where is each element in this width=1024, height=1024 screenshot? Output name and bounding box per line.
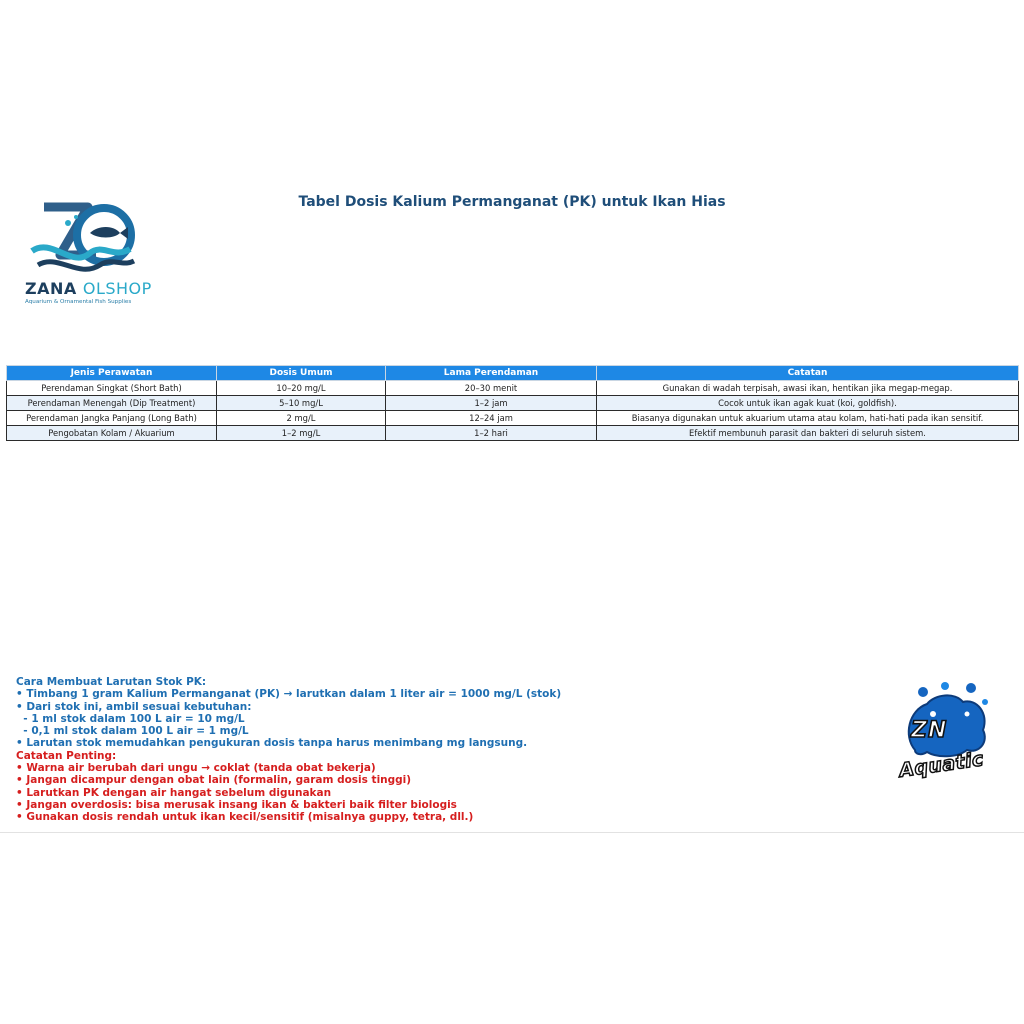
table-cell: 1–2 mg/L — [217, 426, 386, 441]
table-cell: Gunakan di wadah terpisah, awasi ikan, hentikan jika megap-megap. — [597, 381, 1019, 396]
stock-line: • Timbang 1 gram Kalium Permanganat (PK) → larutkan dalam 1 liter air = 1000 mg/L (stok) — [16, 688, 562, 701]
notes-section — [16, 676, 561, 824]
column-header: Jenis Perawatan — [7, 366, 217, 381]
important-line: • Larutkan PK dengan air hangat sebelum digunakan — [16, 786, 332, 799]
table-row — [7, 426, 1019, 441]
column-header: Catatan — [597, 366, 1019, 381]
brand-tagline: Aquarium & Ornamental Fish Supplies — [25, 299, 132, 305]
important-line: • Gunakan dosis rendah untuk ikan kecil/sensitif (misalnya guppy, tetra, dll.) — [16, 811, 474, 824]
aquatic-wordmark: Aquatic — [897, 748, 986, 782]
table-cell: 12–24 jam — [386, 411, 597, 426]
column-header: Dosis Umum — [217, 366, 386, 381]
bottom-divider — [0, 832, 1024, 833]
table-cell: Efektif membunuh parasit dan bakteri di seluruh sistem. — [597, 426, 1019, 441]
stock-line: - 0,1 ml stok dalam 100 L air = 1 mg/L — [16, 725, 249, 738]
table-cell: 10–20 mg/L — [217, 381, 386, 396]
table-cell: 20–30 menit — [386, 381, 597, 396]
table-row — [7, 381, 1019, 396]
table-cell: Pengobatan Kolam / Akuarium — [7, 426, 217, 441]
table-cell: 1–2 jam — [386, 396, 597, 411]
dosage-table — [6, 365, 1019, 441]
important-line: • Jangan dicampur dengan obat lain (formalin, garam dosis tinggi) — [16, 774, 412, 787]
important-line: • Warna air berubah dari ungu → coklat (tanda obat bekerja) — [16, 762, 376, 775]
stock-line: • Larutan stok memudahkan pengukuran dosis tanpa harus menimbang mg langsung. — [16, 737, 528, 750]
table-cell: Perendaman Singkat (Short Bath) — [7, 381, 217, 396]
table-row — [7, 396, 1019, 411]
important-line: • Jangan overdosis: bisa merusak insang ikan & bakteri baik filter biologis — [16, 798, 457, 811]
table-cell: Cocok untuk ikan agak kuat (koi, goldfish). — [597, 396, 1019, 411]
zn-initials: ZN — [911, 718, 948, 743]
table-cell: Biasanya digunakan untuk akuarium utama atau kolam, hati-hati pada ikan sensitif. — [597, 411, 1019, 426]
table-row — [7, 411, 1019, 426]
zn-aquatic-logo — [897, 680, 997, 795]
stock-heading: Cara Membuat Larutan Stok PK: — [16, 676, 207, 688]
important-heading: Catatan Penting: — [16, 749, 117, 762]
column-header: Lama Perendaman — [386, 366, 597, 381]
brand-name: ZANA OLSHOP — [25, 279, 152, 298]
stock-line: - 1 ml stok dalam 100 L air = 10 mg/L — [16, 712, 245, 725]
table-cell: 2 mg/L — [217, 411, 386, 426]
zana-olshop-logo — [22, 193, 152, 315]
table-header-row — [7, 366, 1019, 381]
table-cell: Perendaman Menengah (Dip Treatment) — [7, 396, 217, 411]
table-cell: 5–10 mg/L — [217, 396, 386, 411]
table-cell: 1–2 hari — [386, 426, 597, 441]
page-title: Tabel Dosis Kalium Permanganat (PK) untuk Ikan Hias — [298, 194, 726, 210]
table-cell: Perendaman Jangka Panjang (Long Bath) — [7, 411, 217, 426]
stock-line: • Dari stok ini, ambil sesuai kebutuhan: — [16, 700, 252, 713]
